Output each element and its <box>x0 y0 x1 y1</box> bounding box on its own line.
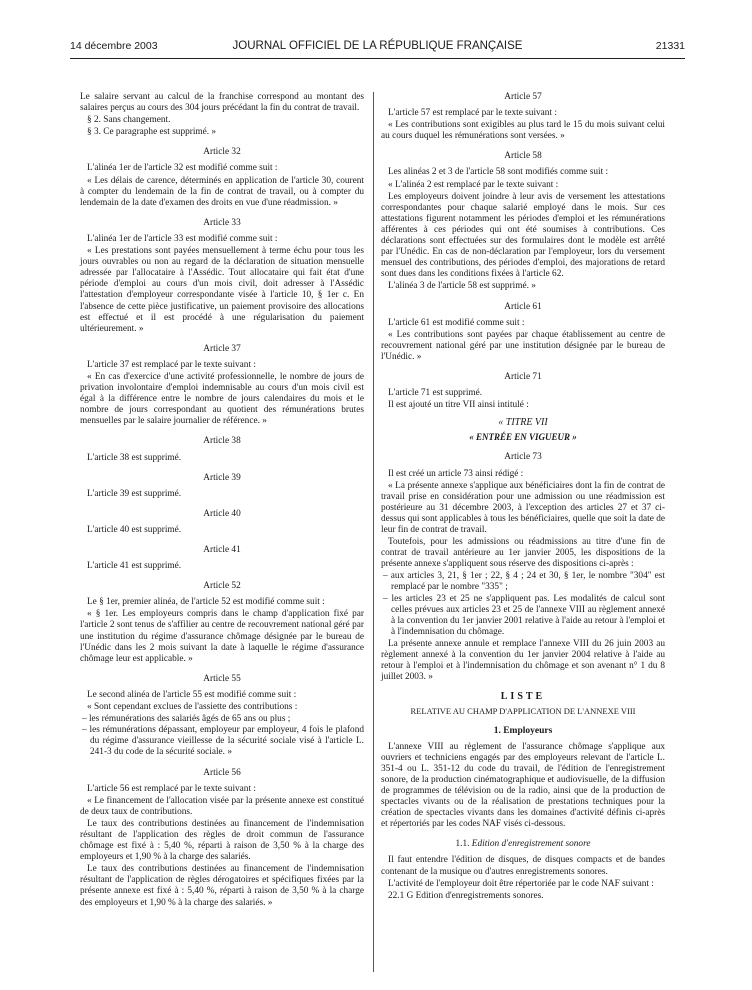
paragraph: Il est créé un article 73 ainsi rédigé : <box>388 468 524 479</box>
column-divider <box>373 92 374 972</box>
subsection-number: 1.1. <box>455 839 470 850</box>
article-heading: Article 56 <box>203 767 241 778</box>
list-item: – les rémunérations dépassant, employeur par employeur, 4 fois le plafond du régime d'assurance vieillesse de la sécurité sociale visé à l'article L. 241-3 du code de la sécurité sociale. » <box>82 725 364 758</box>
paragraph: L'article 56 est remplacé par le texte suivant : <box>87 783 256 794</box>
paragraph: L'article 39 est supprimé. <box>87 488 182 499</box>
paragraph: « Les contributions sont exigibles au plus tard le 15 du mois suivant celui au cours duquel les rémunérations sont versées. » <box>381 120 665 142</box>
left-column <box>80 92 364 910</box>
paragraph: L'alinéa 1er de l'article 32 est modifié comme suit : <box>87 163 278 174</box>
journal-title: JOURNAL OFFICIEL DE LA RÉPUBLIQUE FRANÇAISE <box>232 40 523 52</box>
article-heading: Article 33 <box>203 217 241 228</box>
paragraph: L'article 61 est modifié comme suit : <box>388 317 525 328</box>
paragraph: Il faut entendre l'édition de disques, de disques compacts et de bandes contenant de la musique ou d'autres enregistrements sonores. <box>381 855 665 877</box>
paragraph: « Sont cependant exclues de l'assiette des contributions : <box>87 702 298 713</box>
article-heading: Article 57 <box>504 92 542 102</box>
paragraph: § 2. Sans changement. <box>87 115 171 126</box>
paragraph: Toutefois, pour les admissions ou réadmissions au titre d'une fin de contrat de travail antérieure au 1er janvier 2005, les dispositions de la présente annexe s'appliquent sous réserve des dispositions ci-après : <box>381 537 665 570</box>
article-heading: Article 37 <box>203 343 241 354</box>
subsection-heading <box>381 839 665 850</box>
list-item: – les rémunérations des salariés âgés de 65 ans ou plus ; <box>82 714 291 725</box>
list-item: – les articles 23 et 25 ne s'appliquent pas. Les modalités de calcul sont celles prévues aux articles 23 et 25 de l'annexe VIII au règlement annexé à la convention du 1er janvier 2001 relative à l'aide au retour à l'emploi et à l'indemnisation du chômage. <box>383 593 665 637</box>
header-rule <box>70 58 685 59</box>
paragraph: L'article 41 est supprimé. <box>87 561 182 572</box>
article-heading: Article 58 <box>504 151 542 162</box>
paragraph: L'article 71 est supprimé. <box>388 388 483 399</box>
paragraph: Le taux des contributions destinées au financement de l'indemnisation résultant de l'application des règles de droit commun de l'assurance chômage est fixé à : 5,40 %, réparti à raison de 3,50 % à la charge des employeurs et 1,90 % à la charge des salariés. <box>80 818 364 863</box>
article-heading: Article 55 <box>203 673 241 684</box>
paragraph: « Les délais de carence, déterminés en application de l'article 30, courent à compter du lendemain de la fin de contrat de travail, ou à compter du lendemain de la date d'examen des droits en vue d'une réadmission. » <box>80 175 364 208</box>
paragraph: Le § 1er, premier alinéa, de l'article 52 est modifié comme suit : <box>87 597 325 608</box>
exclusions-list <box>80 714 364 758</box>
article-heading: Article 73 <box>504 452 542 463</box>
paragraph: Il est ajouté un titre VII ainsi intitulé : <box>388 400 529 411</box>
paragraph: « Les contributions sont payées par chaque établissement au centre de recouvrement national géré par une institution désignée par le bureau de l'Unédic. » <box>381 329 665 362</box>
paragraph: « La présente annexe s'applique aux bénéficiaires dont la fin de contrat de travail prise en considération pour une admission ou une réadmission est postérieure au 31 décembre 2003, à l'exception des articles 27 et 37 ci-dessus qui sont applicables à tous les bénéficiaires, quelle que soit la date de leur fin de contrat de travail. <box>381 480 665 535</box>
section-heading: 1. Employeurs <box>493 725 553 736</box>
title-subheading: « ENTRÉE EN VIGUEUR » <box>469 432 577 443</box>
list-item: – aux articles 3, 21, § 1er ; 22, § 4 ; 24 et 30, § 1er, le nombre "304" est remplacé par le nombre "335" ; <box>383 571 665 593</box>
paragraph: Les employeurs doivent joindre à leur avis de versement les attestations correspondantes pour chaque salarié employé dans le mois. Sur ces attestations figurent notamment les périodes d'emploi et les rémunérations afférentes à ces périodes qui ont été soumises à contributions. Ces déclarations sont effectuées sur des formulaires dont le modèle est arrêté par l'Unédic. En cas de non-déclaration par l'employeur, lors du versement mensuel des contributions, des périodes d'emploi, des majorations de retard sont dues dans les conditions fixées à l'article 62. <box>381 191 665 280</box>
liste-heading: LISTE <box>500 691 546 703</box>
paragraph: L'article 57 est remplacé par le texte suivant : <box>388 108 557 119</box>
paragraph: Le second alinéa de l'article 55 est modifié comme suit : <box>87 689 297 700</box>
article-heading: Article 32 <box>203 147 241 158</box>
right-column <box>381 92 665 903</box>
title-heading: « TITRE VII <box>498 417 548 429</box>
article-heading: Article 39 <box>203 472 241 483</box>
provisions-list <box>381 571 665 638</box>
paragraph: « L'alinéa 2 est remplacé par le texte suivant : <box>388 179 559 190</box>
paragraph: « Les prestations sont payées mensuellement à terme échu pour tous les jours ouvrables ou non au regard de la déclaration de situation mensuelle adressée par l'allocataire à l'Assédic. Tout allocataire qui fait état d'une période d'emploi au cours d'un mois civil, doit adresser à l'Assédic l'attestation d'employeur correspondante visée à l'article 10, § 1er c. En l'absence de cette pièce justificative, un paiement provisoire des allocations est effectué et il est procédé à une régularisation du paiement ultérieurement. » <box>80 246 364 334</box>
paragraph: Le salaire servant au calcul de la franchise correspond au montant des salaires perçus au cours des 304 jours précédant la fin du contrat de travail. <box>80 92 364 114</box>
paragraph: « En cas d'exercice d'une activité professionnelle, le nombre de jours de privation involontaire d'emploi indemnisable au cours d'un mois civil est égal à la différence entre le nombre de jours calendaires du mois et le nombre de jours correspondant au quotient des rémunérations brutes mensuelles par le salaire journalier de référence. » <box>80 371 364 427</box>
paragraph: L'alinéa 1er de l'article 33 est modifié comme suit : <box>87 233 278 244</box>
paragraph: Le taux des contributions destinées au financement de l'indemnisation résultant de l'application de règles dérogatoires et spécifiques fixées par la présente annexe est fixé à : 5,40 %, réparti à raison de 3,50 % à la charge des employeurs et 1,90 % à la charge des salariés. » <box>80 864 364 908</box>
header-date: 14 décembre 2003 <box>70 40 158 52</box>
paragraph: L'article 40 est supprimé. <box>87 524 182 535</box>
article-heading: Article 38 <box>203 436 241 447</box>
paragraph: La présente annexe annule et remplace l'annexe VIII du 26 juin 2003 au règlement annexé à la convention du 1er janvier 2004 relative à l'aide au retour à l'emploi et à l'indemnisation du chômage et son avenant n° 1 du 8 juillet 2003. » <box>381 638 665 683</box>
paragraph: « Le financement de l'allocation visée par la présente annexe est constitué de deux taux de contributions. <box>80 795 364 817</box>
paragraph: L'activité de l'employeur doit être répertoriée par le code NAF suivant : <box>388 878 654 889</box>
subsection-title: Edition d'enregistrement sonore <box>471 839 591 850</box>
paragraph: 22.1 G Edition d'enregistrements sonores. <box>388 890 544 901</box>
article-heading: Article 61 <box>504 301 542 312</box>
paragraph: § 3. Ce paragraphe est supprimé. » <box>87 127 217 138</box>
page-number: 21331 <box>655 40 685 52</box>
article-heading: Article 71 <box>504 371 542 382</box>
paragraph: L'article 38 est supprimé. <box>87 452 182 463</box>
liste-subheading: RELATIVE AU CHAMP D'APPLICATION DE L'ANNEXE VIII <box>410 706 636 717</box>
paragraph: « § 1er. Les employeurs compris dans le champ d'application fixé par l'article 2 sont tenus de s'affilier au centre de recouvrement national géré par une institution du régime d'assurance chômage désignée par le bureau de l'Unédic dans les 2 mois suivant la date à laquelle le régime d'assurance chômage leur est applicable. » <box>80 609 364 664</box>
paragraph: L'article 37 est remplacé par le texte suivant : <box>87 359 256 370</box>
page-header <box>70 40 685 56</box>
article-heading: Article 52 <box>203 581 241 592</box>
article-heading: Article 41 <box>203 545 241 555</box>
paragraph: Les alinéas 2 et 3 de l'article 58 sont modifiés comme suit : <box>388 167 609 178</box>
paragraph: L'annexe VIII au règlement de l'assurance chômage s'applique aux ouvriers et techniciens engagés par des employeurs relevant de l'article L. 351-4 ou L. 351-12 du code du travail, de l'édition de l'enregistrement sonore, de la production cinématographique et audiovisuelle, de la diffusion de programmes de télévision ou de la radio, ainsi que de la production de spectacles vivants ou de la réalisation de prestations techniques pour la création de spectacles vivants dans les domaines d'activité définis ci-après et répertoriés par les codes NAF visés ci-dessous. <box>381 741 665 830</box>
article-heading: Article 40 <box>203 508 241 519</box>
paragraph: L'alinéa 3 de l'article 58 est supprimé. » <box>388 281 536 292</box>
